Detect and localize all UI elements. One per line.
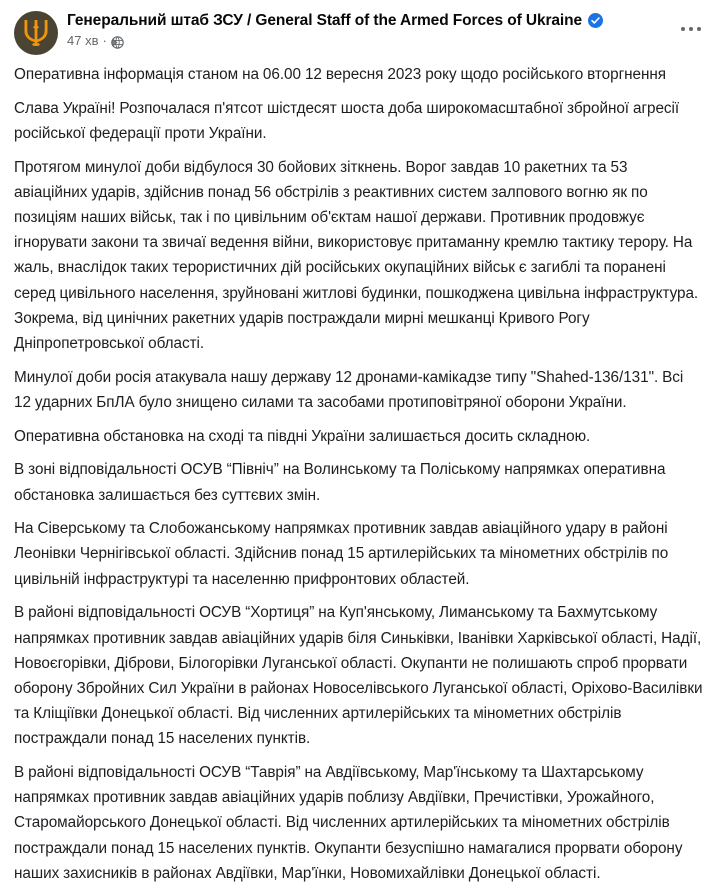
post-paragraph: Слава Україні! Розпочалася п'ятсот шістдесят шоста доба широкомасштабної збройної агресії російської федерації проти України. [14, 99, 680, 142]
post-paragraph: Оперативна інформація станом на 06.00 12 вересня 2023 року щодо російського вторгнення [14, 66, 667, 83]
ellipsis-dot [697, 27, 701, 31]
avatar[interactable] [14, 11, 58, 55]
post-paragraph: На Сіверському та Слобожанському напрямках противник завдав авіаційного удару в районі Леонівки Чернігівської області. Здійснив понад 15 артилерійських та мінометних обстрілів по цивільній інфраструктурі та населенню прифронтових областей. [14, 520, 669, 588]
post-meta [67, 33, 603, 49]
post-paragraph: Протягом минулої доби відбулося 30 бойових зіткнень. Ворог завдав 10 ракетних та 53 авіаційних ударів, здійснив понад 56 обстрілів з реактивних систем залпового вогню як по позиціям наших військ, так і по цивільним об'єктам нашої держави. Противник продовжує ігнорувати закони та звичаї ведення війни, використовує притаманну кремлю тактику терору. На жаль, внаслідок таких терористичних дій російських окупаційних військ є загиблі та поранені серед цивільного населення, зруйновані житлові будинки, пошкоджена цивільна інфраструктура. Зокрема, від цинічних ракетних ударів постраждали мирні мешканці Кривого Рогу Дніпропетровської області. [14, 158, 699, 353]
post-paragraph: Минулої доби росія атакувала нашу державу 12 дронами-камікадзе типу "Shahed-136/131". Всі 12 ударних БпЛА було знищено силами та засобами протиповітряної оборони України. [14, 368, 684, 411]
post-paragraph: В зоні відповідальності ОСУВ “Північ” на Волинському та Поліському напрямках оперативна обстановка залишається без суттєвих змін. [14, 461, 666, 504]
post-timestamp[interactable]: 47 хв [67, 33, 99, 48]
post-paragraph: В районі відповідальності ОСУВ “Таврія” на Авдіївському, Мар'їнському та Шахтарському напрямках противник завдав авіаційних ударів поблизу Авдіївки, Пречистівки, Урожайного, Старомайорського Донецької області. Від численних артилерійських та мінометних обстрілів постраждали понад 15 населених пунктів. Окупанти безуспішно намагалися прорвати оборону наших захисників в районах Авдіївки, Мар'їнки, Новомихайлівки Донецької області. [14, 764, 683, 882]
post-header [0, 0, 718, 58]
ukrainian-trident-icon [23, 18, 49, 48]
meta-separator: · [102, 33, 107, 48]
page-name-row [67, 11, 603, 30]
verified-check-icon [588, 13, 603, 28]
ellipsis-horizontal-icon[interactable] [674, 12, 708, 46]
ellipsis-dot [689, 27, 693, 31]
ellipsis-dot [681, 27, 685, 31]
post-header-text [67, 10, 603, 49]
post-paragraph: Оперативна обстановка на сході та півдні України залишається досить складною. [14, 427, 591, 445]
post-body [0, 58, 718, 886]
page-name[interactable]: Генеральний штаб ЗСУ / General Staff of the Armed Forces of Ukraine [67, 12, 583, 29]
post-paragraph: В районі відповідальності ОСУВ “Хортиця” на Куп'янському, Лиманському та Бахмутському напрямках противник завдав авіаційних ударів біля Синьківки, Іванівки Харківської області, Надії, Новоєгорівки, Діброви, Білогорівки Луганської області. Окупанти не полишають спроб прорвати оборону Збройних Сил України в районах Новоселівського Луганської області, Оріхово-Василівки та Кліщіївки Донецької області. Від численних артилерійських та мінометних обстрілів постраждали понад 15 населених пунктів. [14, 604, 703, 748]
globe-public-icon[interactable] [111, 36, 124, 49]
